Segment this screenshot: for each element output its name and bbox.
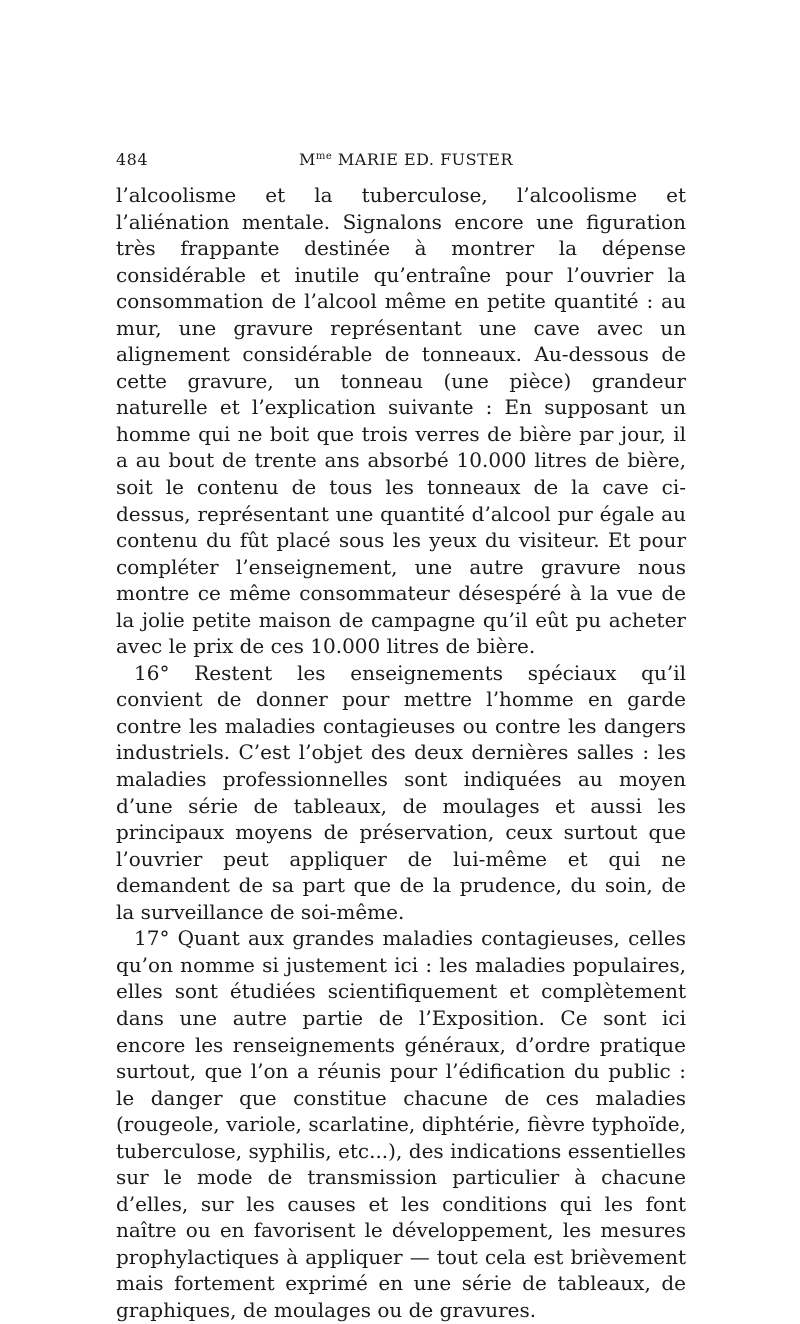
paragraph-continued: l’alcoolisme et la tuberculose, l’alcoolisme et l’aliénation mentale. Signalons encore une figuration très frappante destinée à montrer la dépense considérable et inutile qu’entraîne pour l’ouvrier la consommation de l’alcool même en petite quantité : au mur, une gravure représentant une cave avec un alignement considérable de tonneaux. Au-dessous de cette gravure, un tonneau (une pièce) grandeur naturelle et l’explication suivante : En supposant un homme qui ne boit que trois verres de bière par jour, il a au bout de trente ans absorbé 10.000 litres de bière, soit le contenu de tous les tonneaux de la cave ci-dessus, représentant une quantité d’alcool pur égale au contenu du fût placé sous les yeux du visiteur. Et pour compléter l’enseignement, une autre gravure nous montre ce même consommateur désespéré à la vue de la jolie petite maison de campagne qu’il eût pu acheter avec le prix de ces 10.000 litres de bière.	[116, 183, 686, 659]
author-title-superscript: me	[315, 151, 333, 162]
author-name: MARIE ED. FUSTER	[337, 150, 514, 169]
body-text	[116, 182, 686, 1324]
author-prefix: M	[299, 150, 316, 169]
page-header	[116, 150, 686, 174]
running-head	[299, 150, 513, 169]
paragraph-17: 17° Quant aux grandes maladies contagieuses, celles qu’on nomme si justement ici : les maladies populaires, elles sont étudiées scientifiquement et complètement dans une autre partie de l’Exposition. Ce sont ici encore les renseignements généraux, d’ordre pratique surtout, que l’on a réunis pour l’édification du public : le danger que constitue chacune de ces maladies (rougeole, variole, scarlatine, diphtérie, fièvre typhoïde, tuberculose, syphilis, etc...), des indications essentielles sur le mode de transmission particulier à chacune d’elles, sur les causes et les conditions qui les font naître ou en favorisent le développement, les mesures prophylactiques à appliquer — tout cela est brièvement mais fortement exprimé en une série de tableaux, de graphiques, de moulages ou de gravures.	[116, 926, 686, 1322]
page-number: 484	[116, 150, 149, 169]
paragraph-16: 16° Restent les enseignements spéciaux qu’il convient de donner pour mettre l’homme en garde contre les maladies contagieuses ou contre les dangers industriels. C’est l’objet des deux dernières salles : les maladies professionnelles sont indiquées au moyen d’une série de tableaux, de moulages et aussi les principaux moyens de préservation, ceux surtout que l’ouvrier peut appliquer de lui-même et qui ne demandent de sa part que de la prudence, du soin, de la surveillance de soi-même.	[116, 660, 686, 924]
